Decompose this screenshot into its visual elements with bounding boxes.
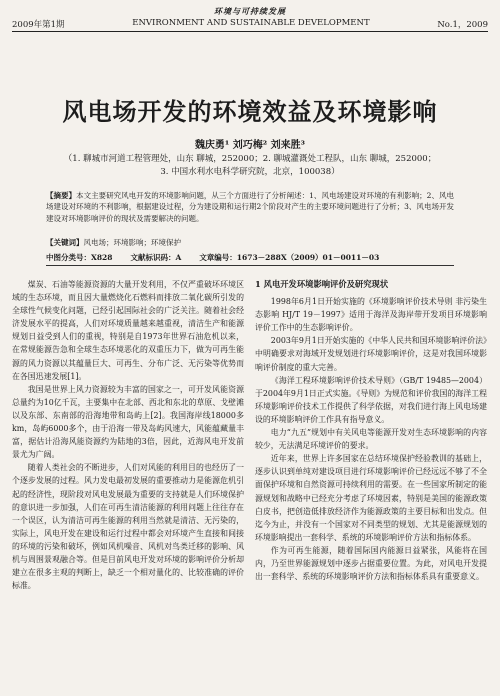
paragraph: 作为可再生能源，随着国际国内能源日益紧张，风能将在国内，乃至世界能源规划中逐步占据重要位置。为此，对风电开发提出一套科学、系统的环境影响评价方法和指标体系具有重要意义。	[255, 545, 487, 582]
article-title: 风电场开发的环境效益及环境影响	[62, 97, 438, 126]
keywords-text: 风电场；环境影响；环境保护	[83, 238, 181, 247]
journal-name-english: ENVIRONMENT AND SUSTAINABLE DEVELOPMENT	[132, 18, 370, 28]
clc-number: 中图分类号：X828	[46, 253, 113, 262]
abstract-text: 本文主要研究风电开发的环境影响问题，从三个方面进行了分析阐述：1、风电场建设对环境的有利影响；2、风电场建设对环境的不利影响，根据建设过程，分为建设期和运行期2个阶段对产生的主要环境问题进行了分析；3、风电场开发建设对环境影响评价的现状及需要解决的问题。	[46, 191, 454, 223]
keywords-label: 【关键词】	[46, 238, 84, 247]
classification-line	[46, 252, 454, 263]
paragraph: 煤炭、石油等能源资源的大量开发利用，不仅严重破坏环境区域的生态环境，而且因大量燃烧化石燃料而排放二氧化碳所引发的全球性气候变化问题，已经引起国际社会的广泛关注。随着社会经济发展水平的提高，人们对环境质量越来越重视，清洁生产和能源规划日益受到人们的重视，特别是自1973年世界石油危机以来，在常规能源告急和全球生态环境恶化的双重压力下，做为可再生能源的风力资源以其蕴量巨大、可再生、分布广泛、无污染等优势而在各国迅速发展[1]。	[12, 280, 244, 381]
paragraph: 近年来，世界上许多国家在总结环境保护经验教训的基础上，逐步认识到单纯对建设项目进行环境影响评价已经远远不够了不全面保护环境和自然资源可持续利用的需要。在一些国家所制定的能源规划和战略中已经充分考虑了环境因素，特别是美国的能源政策白皮书，把创造低排放经济作为能源政策的主要目标和出发点。但迄今为止，并没有一个国家对不同类型的规划、尤其是能源规划的环境影响提出一套科学、系统的环境影响评价方法和指标体系。	[255, 454, 487, 542]
body-right-column	[255, 278, 487, 583]
body-left-column	[12, 278, 244, 592]
paragraph: 2003年9月1日开始实施的《中华人民共和国环境影响评价法》中明确要求对海域开发规划进行环境影响评价，这是对我国环境影响评价制度的重大完善。	[255, 336, 487, 372]
abstract-divider	[46, 265, 454, 266]
author-list: 魏庆勇¹ 刘巧梅² 刘来胜³	[194, 140, 306, 151]
section-heading: 1 风电开发环境影响评价及研究现状	[255, 279, 389, 289]
affiliations	[28, 153, 472, 179]
journal-name: 环境与可持续发展	[214, 6, 286, 16]
abstract	[46, 190, 454, 224]
issue-right: No.1，2009	[437, 20, 488, 30]
keywords	[46, 237, 454, 248]
paragraph: 我国是世界上风力资源较为丰富的国家之一，可开发风能资源总量约为10亿千瓦，主要集中在北部、西北和东北的草原、戈壁滩以及东部、东南部的沿海地带和岛屿上[2]。我国海岸线18000多km，岛屿6000多个，由于沿海一带及岛屿风速大，风能蕴藏量丰富，据估计沿海风能资源约为陆地的3倍，因此，近海风电开发前景尤为广阔。	[12, 384, 244, 460]
header-divider	[12, 31, 488, 32]
running-header	[12, 18, 488, 30]
document-code: 文献标识码：A	[130, 253, 182, 262]
article-number: 文章编号：1673－288X（2009）01－0011－03	[199, 253, 380, 262]
abstract-label: 【摘要】	[46, 191, 77, 200]
affiliation-line-2: 3. 中国水利水电科学研究院，北京，100038）	[160, 167, 340, 177]
paragraph: 1998年6月1日开始实施的《环境影响评价技术导则 非污染生态影响 HJ/T 19－1997》适用于海洋及海岸带开发项目环境影响评价工作中的生态影响评价。	[255, 297, 487, 333]
paragraph: 随着人类社会的不断进步，人们对风能的利用目的也经历了一个逐步发展的过程。风力发电最初发展的重要推动力是能源危机引起的经济性，现阶段对风电发展最为重要的支持就是人们环境保护的意识进一步加强，人们在可再生清洁能源的利用问题上往往存在一个误区，认为清洁可再生能源的利用当然就是清洁、无污染的，实际上，风电开发在建设和运行过程中都会对环境产生直接和间接的环境的污染和破坏，例如风机噪音、风机对鸟类迁移的影响、风机与周围景观融合等。但是目前风电开发对环境的影响评价分析却建立在很多主观的判断上，缺乏一个相对量化的、比较准确的评价标准。	[12, 463, 244, 591]
paragraph: 电力“九五”规划中有关风电等能源开发对生态环境影响的内容较少，无法满足环境评价的要求。	[255, 428, 487, 451]
issue-left: 2009年第1期	[12, 20, 65, 30]
affiliation-line-1: （1. 聊城市河道工程管理处，山东 聊城，252000；2. 聊城灌溉处工程队，山东 聊城，252000；	[63, 154, 437, 164]
paragraph: 《海洋工程环境影响评价技术导则》（GB/T 19485—2004）于2004年9月1日正式实施。《导则》为规范和评价我国的海洋工程环境影响评价技术工作提供了科学依据，对我们进行海上风电场建设的环境影响评价工作具有指导意义。	[255, 375, 487, 424]
